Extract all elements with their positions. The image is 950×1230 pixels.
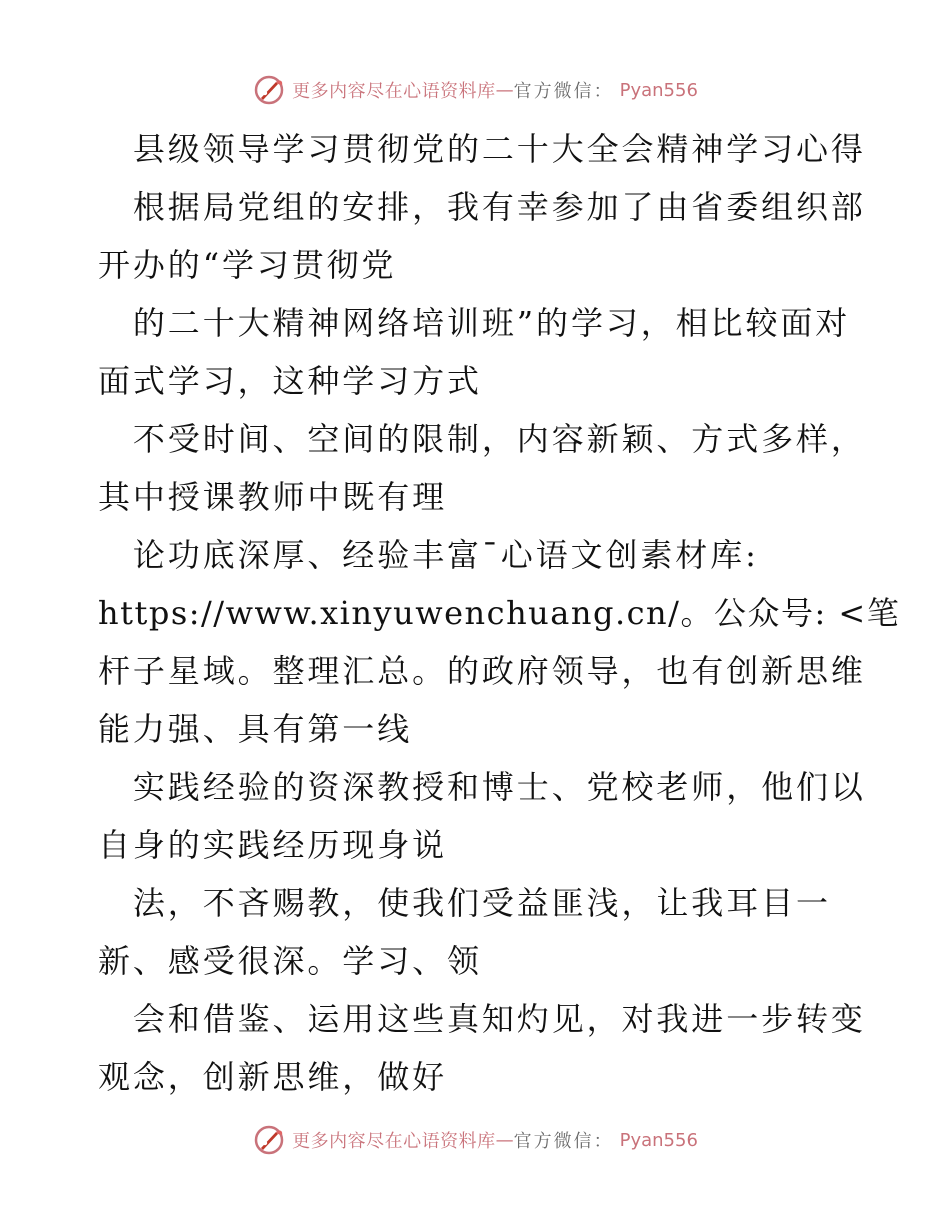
watermark-official-label: 官方微信： — [513, 1131, 614, 1152]
text-line: 能力强、具有第一线 — [98, 710, 413, 748]
watermark-official-label: 官方微信： — [513, 81, 614, 102]
watermark-dash: — — [495, 1129, 514, 1151]
text-line: 实践经验的资深教授和博士、党校老师，他们以 — [98, 768, 866, 806]
text-line: 自身的实践经历现身说 — [98, 826, 448, 864]
document-body — [98, 120, 901, 1106]
text-line: 杆子星域。整理汇总。的政府领导，也有创新思维 — [98, 652, 866, 690]
text-line: 会和借鉴、运用这些真知灼见，对我进一步转变 — [98, 1000, 866, 1038]
watermark-wechat-handle: Pyan556 — [619, 1129, 698, 1151]
feather-pen-logo-icon — [252, 73, 286, 107]
text-line-url: https://www.xinyuwenchuang.cn/。公众号: <笔 — [98, 594, 901, 632]
watermark-wechat-handle: Pyan556 — [619, 79, 698, 101]
text-line: 其中授课教师中既有理 — [98, 478, 448, 516]
text-line: 根据局党组的安排，我有幸参加了由省委组织部 — [98, 188, 866, 226]
text-line: 面式学习，这种学习方式 — [98, 362, 482, 400]
document-title: 县级领导学习贯彻党的二十大全会精神学习心得 — [98, 130, 866, 168]
text-line: 论功底深厚、经验丰富¯心语文创素材库: — [98, 536, 759, 574]
watermark-dash: — — [495, 79, 514, 101]
text-line: 的二十大精神网络培训班”的学习，相比较面对 — [98, 304, 851, 342]
footer-watermark — [0, 1120, 950, 1160]
text-line: 不受时间、空间的限制，内容新颖、方式多样， — [98, 420, 866, 458]
header-watermark — [0, 70, 950, 110]
text-line: 开办的“学习贯彻党 — [98, 246, 397, 284]
text-line: 法，不吝赐教，使我们受益匪浅，让我耳目一 — [98, 884, 831, 922]
feather-pen-logo-icon — [252, 1123, 286, 1157]
text-line: 新、感受很深。学习、领 — [98, 942, 482, 980]
watermark-brand: 更多内容尽在心语资料库 — [292, 1131, 496, 1152]
watermark-brand: 更多内容尽在心语资料库 — [292, 81, 496, 102]
text-line: 观念，创新思维，做好 — [98, 1058, 448, 1096]
